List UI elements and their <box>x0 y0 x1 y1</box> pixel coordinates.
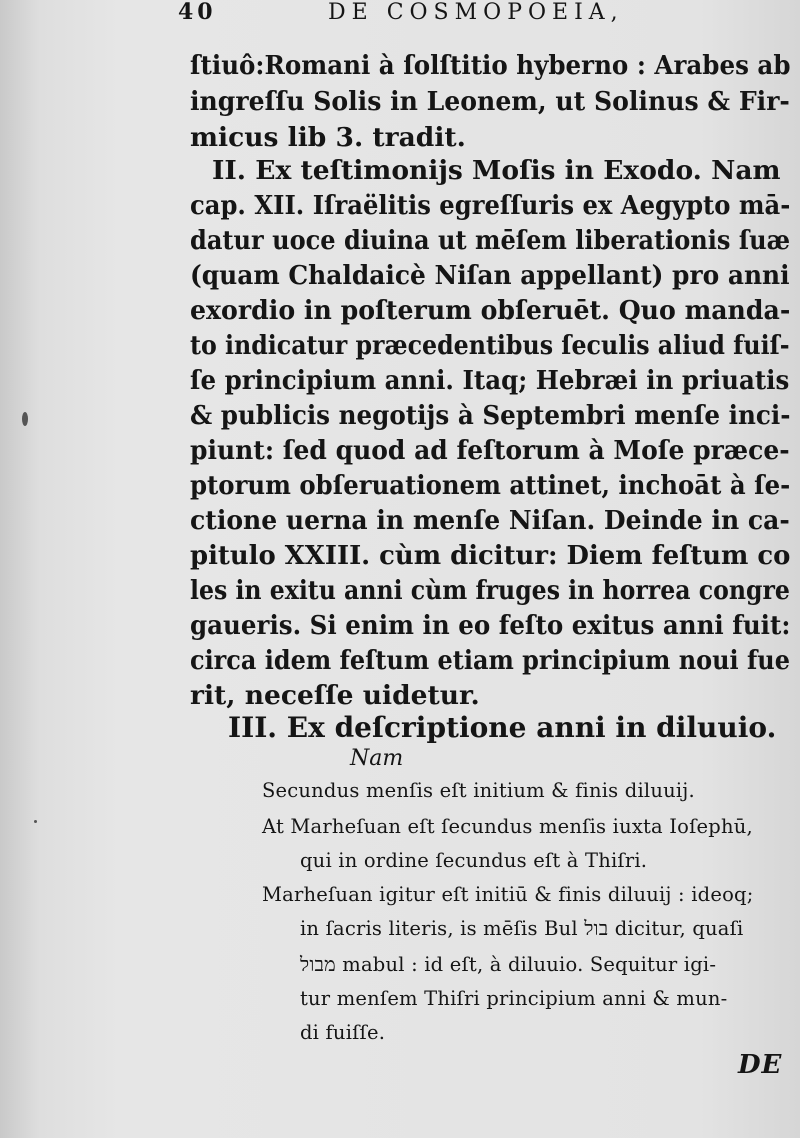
text-line: ſtiuô:Romani à ſolſtitio hyberno : Arabes ab <box>190 50 791 81</box>
text-line: gaueris. Si enim in eo feſto exitus anni fuit: <box>190 610 791 641</box>
text-line: Marheſuan igitur eſt initiū & finis diluuij : ideoq; <box>262 883 754 906</box>
catchword: DE <box>738 1050 783 1080</box>
running-title: DE COSMOPOEIA, <box>328 0 624 25</box>
text-line: exordio in poſterum obſeruēt. Quo manda- <box>190 295 791 326</box>
text-line: II. Ex teſtimonijs Moſis in Exodo. Nam <box>212 155 781 186</box>
text-line: piunt: ſed quod ad feſtorum à Moſe præce- <box>190 435 790 466</box>
text-line: & publicis negotijs à Septembri menſe inci- <box>190 400 791 431</box>
page-number: 40 <box>178 0 217 25</box>
text-line: di fuiſſe. <box>300 1021 386 1044</box>
ink-speck <box>22 412 28 426</box>
text-line: datur uoce diuina ut mēſem liberationis ſuæ <box>190 225 791 256</box>
ink-speck <box>34 820 37 823</box>
text-line: micus lib 3. tradit. <box>190 122 466 153</box>
text-line: (quam Chaldaicè Niſan appellant) pro anni <box>190 260 790 291</box>
text-line: qui in ordine ſecundus eſt à Thiſri. <box>300 849 648 872</box>
text-line: ingreſſu Solis in Leonem, ut Solinus & Fir- <box>190 86 790 117</box>
text-line: ſe principium anni. Itaq; Hebræi in priuatis <box>190 365 790 396</box>
text-line: ptorum obſeruationem attinet, inchoāt à ſe- <box>190 470 791 501</box>
text-line: Secundus menſis eſt initium & finis diluuij. <box>262 779 695 802</box>
text-line: to indicatur præcedentibus ſeculis aliud fuiſ- <box>190 330 790 361</box>
section-heading: III. Ex deſcriptione anni in diluuio. <box>228 711 777 744</box>
lead-word: Nam <box>350 746 404 771</box>
text-line: circa idem feſtum etiam principium noui fue <box>190 645 790 676</box>
text-line: cap. XII. Iſraëlitis egreſſuris ex Aegypto mā- <box>190 190 791 221</box>
text-line: מבול mabul : id eſt, à diluuio. Sequitur igi- <box>300 953 717 976</box>
text-line: tur menſem Thiſri principium anni & mun- <box>300 987 728 1010</box>
text-line: in ſacris literis, is mēſis Bul בול dicitur, quaſi <box>300 917 744 940</box>
running-header <box>178 0 738 28</box>
text-line: rit, neceſſe uidetur. <box>190 680 480 711</box>
text-line: ctione uerna in menſe Niſan. Deinde in ca- <box>190 505 790 536</box>
text-line: At Marheſuan eſt ſecundus menſis iuxta Ioſephū, <box>262 815 753 838</box>
text-line: les in exitu anni cùm fruges in horrea congre <box>190 575 790 606</box>
text-line: pitulo XXIII. cùm dicitur: Diem feſtum co <box>190 540 791 571</box>
